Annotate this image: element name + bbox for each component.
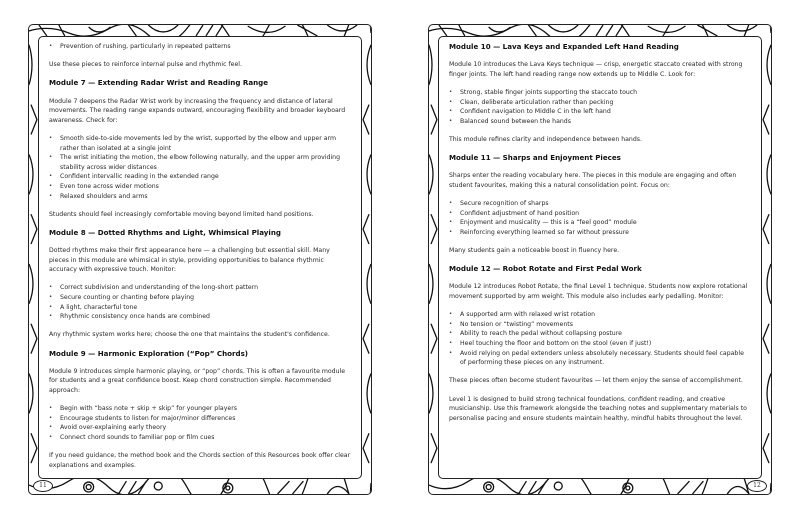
left-page [28, 24, 372, 495]
paragraph: These pieces often become student favourites — let them enjoy the sense of accomplishment. [449, 377, 743, 385]
paragraph: If you need guidance, the method book and the Chords section of this Resources book offer clear explanations and examples. [49, 452, 351, 469]
bullet-list [49, 283, 351, 321]
bullet-list [49, 42, 351, 52]
paragraph: Level 1 is designed to build strong technical foundations, confident reading, and creative musicianship. Use this framework alongside the teaching notes and supplementary materials to personalise pacing and ensure students maintain healthy, mindful habits throughout the level. [449, 395, 747, 422]
module-heading: Module 11 — Sharps and Enjoyment Pieces [449, 153, 621, 163]
bullet-item: • A light, characterful tone [49, 303, 351, 313]
bullet-item: • Balanced sound between the hands [449, 117, 751, 127]
paragraph: Students should feel increasingly comfortable moving beyond limited hand positions. [49, 210, 314, 218]
paragraph: Module 10 introduces the Lava Keys technique — crisp, energetic staccato created with strong finger joints. The left hand reading range now extends up to Middle C. Look for: [449, 61, 743, 78]
module-heading: Module 9 — Harmonic Exploration (“Pop” Chords) [49, 348, 249, 358]
bullet-item: • Rhythmic consistency once hands are combined [49, 312, 351, 322]
bullet-item: • Enjoyment and musicality — this is a “feel good” module [449, 218, 751, 228]
bullet-list [449, 88, 751, 126]
left-page-content [38, 36, 362, 479]
bullet-item: • Avoid over-explaining early theory [49, 423, 351, 433]
module-heading: Module 8 — Dotted Rhythms and Light, Whimsical Playing [49, 227, 281, 237]
bullet-list [449, 199, 751, 237]
paragraph: This module refines clarity and independence between hands. [449, 135, 642, 143]
bullet-item: • Confident navigation to Middle C in the left hand [449, 107, 751, 117]
bullet-item: • Smooth side-to-side movements led by the wrist, supported by the elbow and upper arm rather than isolated at a single joint [49, 134, 351, 153]
bullet-item: • Strong, stable finger joints supporting the staccato touch [449, 88, 751, 98]
paragraph: Module 7 deepens the Radar Wrist work by increasing the frequency and distance of lateral movements. The reading range expands outward, encouraging flexibility and broader keyboard awareness. Check for: [49, 97, 346, 124]
module-heading: Module 7 — Extending Radar Wrist and Reading Range [49, 78, 269, 88]
bullet-item: • Prevention of rushing, particularly in repeated patterns [49, 42, 351, 52]
bullet-item: • Secure recognition of sharps [449, 199, 751, 209]
bullet-item: • Confident adjustment of hand position [449, 209, 751, 219]
bullet-list [49, 404, 351, 442]
paragraph: Use these pieces to reinforce internal pulse and rhythmic feel. [49, 61, 242, 69]
paragraph: Module 9 introduces simple harmonic playing, or “pop” chords. This is often a favourite module for students and a great confidence boost. Keep chord construction simple. Recommended approach: [49, 367, 346, 394]
bullet-item: • Correct subdivision and understanding of the long-short pattern [49, 283, 351, 293]
bullet-item: • Clean, deliberate articulation rather than pecking [449, 98, 751, 108]
module-heading: Module 10 — Lava Keys and Expanded Left Hand Reading [449, 42, 679, 51]
paragraph: Any rhythmic system works here; choose the one that maintains the student's confidence. [49, 331, 330, 339]
bullet-item: • Reinforcing everything learned so far without pressure [449, 228, 751, 238]
bullet-item: • Relaxed shoulders and arms [49, 192, 351, 202]
page-number: 11 [33, 480, 53, 492]
bullet-item: • No tension or “twisting” movements [449, 320, 751, 330]
bullet-item: • Connect chord sounds to familiar pop or film cues [49, 433, 351, 443]
bullet-item: • Confident intervallic reading in the extended range [49, 172, 351, 182]
module-heading: Module 12 — Robot Rotate and First Pedal Work [449, 264, 642, 274]
bullet-item: • Even tone across wider motions [49, 182, 351, 192]
bullet-item: • A supported arm with relaxed wrist rotation [449, 310, 751, 320]
paragraph: Many students gain a noticeable boost in fluency here. [449, 247, 620, 255]
bullet-item: • Encourage students to listen for major/minor differences [49, 414, 351, 424]
bullet-list [49, 134, 351, 201]
bullet-item: • Heel touching the floor and bottom on the stool (even if just!) [449, 339, 751, 349]
bullet-item: • The wrist initiating the motion, the elbow following naturally, and the upper arm providing stability across wider distances [49, 153, 351, 172]
bullet-item: • Ability to reach the pedal without collapsing posture [449, 329, 751, 339]
bullet-list [449, 310, 751, 368]
bullet-item: • Secure counting or chanting before playing [49, 293, 351, 303]
right-page [428, 24, 772, 495]
paragraph: Dotted rhythms make their first appearance here — a challenging but essential skill. Many pieces in this module are whimsical in style, providing opportunities to balance rhythmic accuracy with expressive touch. Monitor: [49, 247, 330, 274]
paragraph: Sharps enter the reading vocabulary here. The pieces in this module are engaging and often student favourites, making this a natural consolidation point. Focus on: [449, 172, 737, 189]
page-number: 12 [747, 480, 767, 492]
paragraph: Module 12 introduces Robot Rotate, the final Level 1 technique. Students now explore rotational movement supported by arm weight. This module also includes early pedalling. Monitor: [449, 283, 748, 301]
bullet-item: • Begin with “bass note + skip + skip” for younger players [49, 404, 351, 414]
bullet-item: • Avoid relying on pedal extenders unless absolutely necessary. Students should feel capable of performing these pieces on any instrument. [449, 349, 751, 368]
right-page-content [438, 36, 762, 479]
